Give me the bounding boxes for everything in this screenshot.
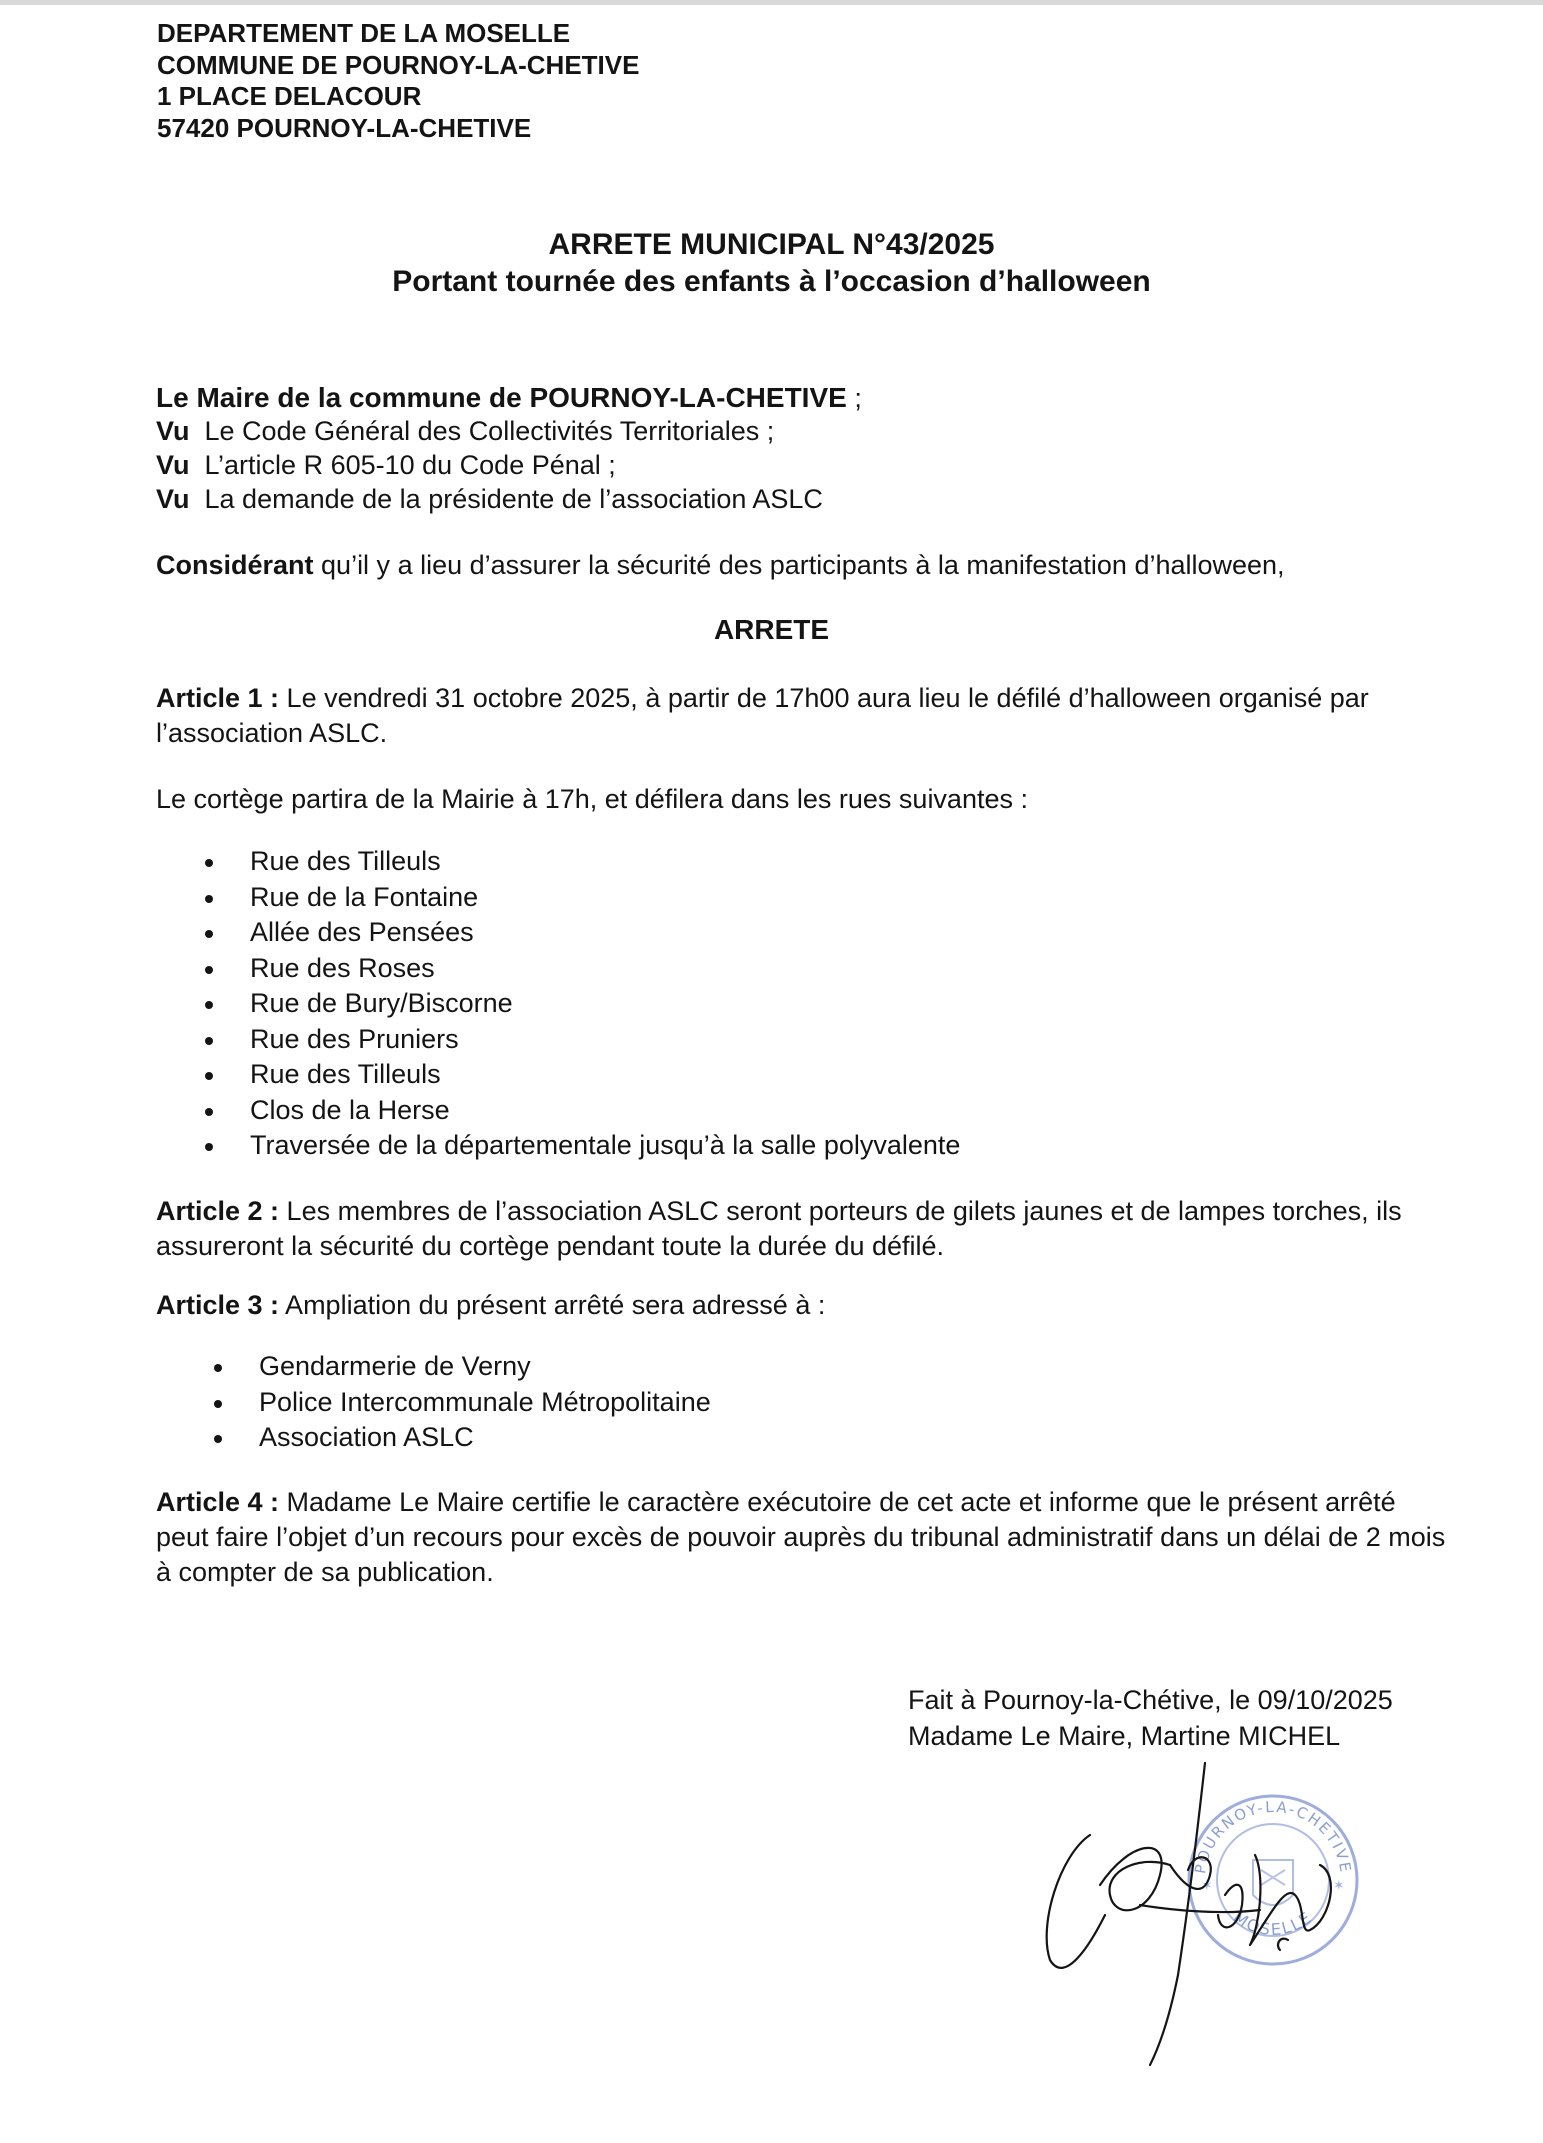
bullet-icon — [205, 1037, 213, 1045]
street-list — [250, 844, 960, 1164]
header-line: COMMUNE DE POURNOY-LA-CHETIVE — [157, 49, 640, 80]
list-item: Rue des Pruniers — [250, 1022, 960, 1058]
header-line: 1 PLACE DELACOUR — [157, 81, 422, 111]
article-text: Madame Le Maire certifie le caractère exécutoire de cet acte et informe que le présent arrêté peut faire l’objet d’un recours pour excès de pouvoir auprès du tribunal administratif dans un délai de 2 mois à compter de sa publication. — [156, 1487, 1446, 1587]
place-date: Fait à Pournoy-la-Chétive, le 09/10/2025 — [908, 1685, 1393, 1715]
article-text: Les membres de l’association ASLC seront porteurs de gilets jaunes et de lampes torches, ils assureront la sécurité du cortège pendant toute la durée du défilé. — [156, 1196, 1402, 1261]
list-item: Rue des Tilleuls — [250, 1057, 960, 1093]
list-item: Rue des Roses — [250, 951, 960, 987]
vu-line — [156, 414, 774, 449]
vu-line — [156, 448, 616, 483]
list-item: Gendarmerie de Verny — [259, 1349, 711, 1385]
list-item: Allée des Pensées — [250, 915, 960, 951]
decree-subject: Portant tournée des enfants à l’occasion d’halloween — [392, 265, 1151, 298]
considerant-text: qu’il y a lieu d’assurer la sécurité des participants à la manifestation d’halloween, — [313, 550, 1285, 580]
article-label: Article 2 : — [156, 1196, 280, 1226]
vu-label: Vu — [156, 416, 190, 446]
list-item: Rue de la Fontaine — [250, 880, 960, 916]
bullet-icon — [205, 966, 213, 974]
bullet-icon — [205, 1001, 213, 1009]
list-item: Clos de la Herse — [250, 1093, 960, 1129]
list-item: Traversée de la départementale jusqu’à la salle polyvalente — [250, 1128, 960, 1164]
vu-label: Vu — [156, 484, 190, 514]
handwritten-signature-icon — [1020, 1745, 1400, 2075]
list-item: Association ASLC — [259, 1420, 711, 1456]
article-label: Article 4 : — [156, 1487, 280, 1517]
mayor-line — [156, 380, 862, 416]
article-3 — [156, 1288, 825, 1323]
article-text: Le vendredi 31 octobre 2025, à partir de 17h00 aura lieu le défilé d’halloween organisé par l’association ASLC. — [156, 683, 1369, 748]
mayor-tail: ; — [846, 383, 862, 413]
svg-text:✶: ✶ — [1201, 1877, 1213, 1893]
list-item: Rue de Bury/Biscorne — [250, 986, 960, 1022]
seal-text-top: POURNOY-LA-CHETIVE — [1191, 1797, 1355, 1876]
header-line: DEPARTEMENT DE LA MOSELLE — [157, 18, 571, 48]
vu-text: L’article R 605-10 du Code Pénal ; — [204, 450, 616, 480]
decree-number: ARRETE MUNICIPAL N°43/2025 — [548, 228, 995, 261]
vu-label: Vu — [156, 450, 190, 480]
bullet-icon — [214, 1435, 222, 1443]
bullet-icon — [205, 930, 213, 938]
vu-text: La demande de la présidente de l’association ASLC — [204, 484, 823, 514]
mayor-title: Le Maire de la commune de POURNOY-LA-CHETIVE — [156, 382, 847, 413]
article-label: Article 3 : — [156, 1290, 280, 1320]
svg-text:✶: ✶ — [1333, 1877, 1345, 1893]
recipient-list — [259, 1349, 711, 1456]
article-4 — [156, 1485, 1446, 1590]
article-label: Article 1 : — [156, 683, 280, 713]
route-intro: Le cortège partira de la Mairie à 17h, et défilera dans les rues suivantes : — [156, 784, 1028, 814]
vu-text: Le Code Général des Collectivités Territoriales ; — [204, 416, 775, 446]
bullet-icon — [205, 1143, 213, 1151]
list-item: Rue des Tilleuls — [250, 844, 960, 880]
bullet-icon — [205, 1108, 213, 1116]
arrete-heading: ARRETE — [713, 614, 830, 645]
considerant-label: Considérant — [156, 550, 314, 580]
signature-block — [908, 1682, 1393, 1754]
scan-edge — [0, 0, 1543, 5]
seal-text-bottom: MOSELLE — [1229, 1907, 1317, 1940]
signatory: Madame Le Maire, Martine MICHEL — [908, 1721, 1341, 1751]
bullet-icon — [214, 1364, 222, 1372]
issuer-header — [157, 18, 639, 144]
vu-line — [156, 482, 823, 517]
article-1 — [156, 681, 1446, 751]
bullet-icon — [205, 895, 213, 903]
article-text: Ampliation du présent arrêté sera adressé à : — [279, 1290, 826, 1320]
bullet-icon — [214, 1400, 222, 1408]
bullet-icon — [205, 859, 213, 867]
bullet-icon — [205, 1072, 213, 1080]
list-item: Police Intercommunale Métropolitaine — [259, 1385, 711, 1421]
header-line: 57420 POURNOY-LA-CHETIVE — [157, 112, 532, 143]
considerant-line — [156, 548, 1285, 583]
article-2 — [156, 1194, 1446, 1264]
